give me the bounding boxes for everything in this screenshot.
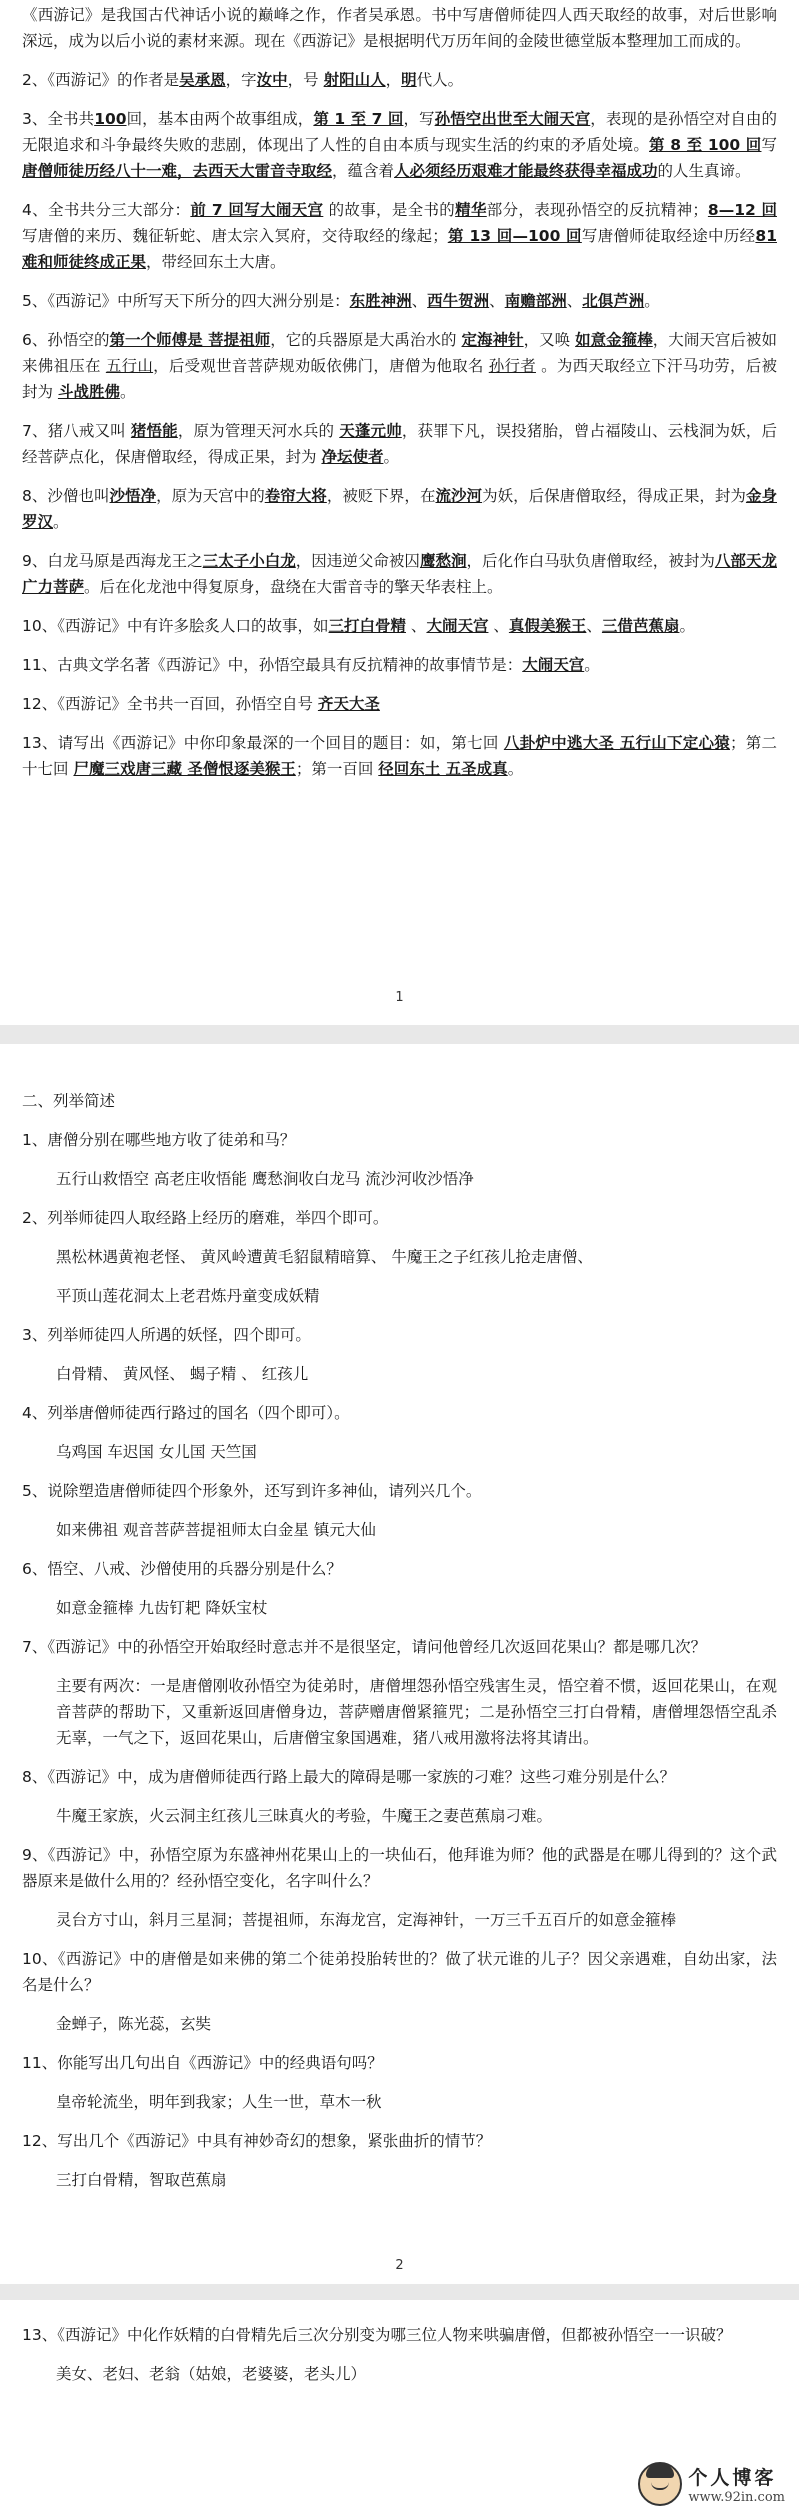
answer-text: 定海神针 <box>461 331 524 349</box>
question: 10、《西游记》中的唐僧是如来佛的第二个徒弟投胎转世的？做了状元谁的儿子？因父亲遇难，自幼出家，法名是什么？ <box>22 1950 777 1994</box>
answer-text: 沙悟净 <box>109 487 157 505</box>
text-run: ，又唤 <box>523 331 576 349</box>
answer-text: 猪悟能 <box>130 422 178 440</box>
text-run: 2、《西游记》的作者是 <box>22 71 180 89</box>
text-run: 、 <box>586 617 602 635</box>
text-run: 。为西天取经立下汗马功劳，后被封为 <box>22 357 777 401</box>
paragraph <box>22 197 777 275</box>
answer-text: 100 <box>94 110 127 128</box>
text-run: 3、全书共 <box>22 110 95 128</box>
paragraph <box>22 548 777 600</box>
paragraph <box>22 2 777 54</box>
answer-text: 三借芭蕉扇 <box>601 617 680 635</box>
text-run: 写唐僧师徒取经途中历经 <box>581 227 756 245</box>
answer-text: 真假美猴王 <box>508 617 587 635</box>
question: 11、你能写出几句出自《西游记》中的经典语句吗？ <box>22 2054 383 2072</box>
answer: 白骨精、 黄风怪、 蝎子精 、 红孩儿 <box>56 1365 309 1383</box>
answer: 皇帝轮流坐，明年到我家；人生一世，草木一秋 <box>56 2093 382 2111</box>
text-run: 《西游记》是我国古代神话小说的巅峰之作，作者吴承恩。书中写唐僧师徒四人西天取经的故事，对后世影响深远，成为以后小说的素材来源。现在《西游记》是根据明代万历年间的金陵世德堂版本整理加工而成的。 <box>22 6 777 50</box>
answer-text: 净坛使者 <box>321 448 384 466</box>
answer-text: 孙行者 <box>488 357 536 375</box>
text-run: ，被贬下界，在 <box>326 487 436 505</box>
question: 6、悟空、八戒、沙僧使用的兵器分别是什么？ <box>22 1560 342 1578</box>
answer-text: 天蓬元帅 <box>339 422 402 440</box>
answer-text: 流沙河 <box>435 487 483 505</box>
text-run: 4、全书共分三大部分： <box>22 201 191 219</box>
answer-text: 第 13 回—100 回 <box>447 227 582 245</box>
answer: 黑松林遇黄袍老怪、 黄风岭遭黄毛貂鼠精暗算、 牛魔王之子红孩儿抢走唐僧、 <box>56 1248 593 1266</box>
text-run: 13、请写出《西游记》中你印象最深的一个回目的题目：如，第七回 <box>22 734 504 752</box>
watermark-url: www.92in.com <box>688 2490 785 2505</box>
answer-text: 八部天龙广力菩萨 <box>22 552 777 596</box>
answer-text: 吴承恩 <box>179 71 226 89</box>
text-run: 、 <box>406 617 427 635</box>
text-run: ，写 <box>403 110 435 128</box>
answer-text: 明 <box>401 71 417 89</box>
text-run: ，获罪下凡，误投猪胎，曾占福陵山、云栈洞为妖，后经菩萨点化，保唐僧取经，得成正果，封为 <box>22 422 777 466</box>
answer: 牛魔王家族，火云洞主红孩儿三昧真火的考验，牛魔王之妻芭蕉扇刁难。 <box>56 1807 553 1825</box>
question: 3、列举师徒四人所遇的妖怪，四个即可。 <box>22 1326 311 1344</box>
text-run: 6、孙悟空的 <box>22 331 110 349</box>
text-run: ，它的兵器原是大禹治水的 <box>270 331 462 349</box>
text-run: 部分，表现孙悟空的反抗精神； <box>486 201 708 219</box>
paragraph <box>22 483 777 535</box>
page-3 <box>0 2300 799 2512</box>
text-run: 。 <box>644 292 660 310</box>
avatar-icon <box>638 2462 682 2506</box>
answer-text: 八卦炉中逃大圣 五行山下定心猿 <box>503 734 730 752</box>
text-run: ，带经回东土大唐。 <box>146 253 286 271</box>
answer-text: 齐天大圣 <box>317 695 380 713</box>
watermark-title: 个人博客 <box>688 2467 777 2489</box>
blog-watermark <box>638 2462 785 2506</box>
page-1 <box>0 0 799 1025</box>
answer-text: 精华 <box>455 201 487 219</box>
answer-text: 射阳山人 <box>323 71 386 89</box>
text-run: 代人。 <box>416 71 464 89</box>
answer-text: 径回东土 五圣成真 <box>378 760 508 778</box>
answer: 如意金箍棒 九齿钉耙 降妖宝杖 <box>56 1599 268 1617</box>
text-run: 8、沙僧也叫 <box>22 487 110 505</box>
answer: 金蝉子，陈光蕊，玄奘 <box>56 2015 212 2033</box>
text-run: ， <box>385 71 402 89</box>
answer-text: 孙悟空出世至大闹天宫 <box>434 110 591 128</box>
text-run: 。后在化龙池中得复原身，盘绕在大雷音寺的擎天华表柱上。 <box>84 578 503 596</box>
paragraph <box>22 730 777 782</box>
paragraph <box>22 652 777 678</box>
question: 9、《西游记》中，孙悟空原为东盛神州花果山上的一块仙石，他拜谁为师？他的武器是在哪儿得到的？这个武器原来是做什么用的？经孙悟空变化，名字叫什么？ <box>22 1846 777 1890</box>
text-run: ，字 <box>225 71 257 89</box>
answer: 美女、老妇、老翁（姑娘，老婆婆，老头儿） <box>56 2365 367 2383</box>
text-run: ；第二十七回 <box>22 734 777 778</box>
answer-text: 斗战胜佛 <box>57 383 120 401</box>
answer-text: 81 难和师徒终成正果 <box>22 227 777 271</box>
answer-text: 第一个师傅是 菩提祖师 <box>109 331 271 349</box>
question: 13、《西游记》中化作妖精的白骨精先后三次分别变为哪三位人物来哄骗唐僧，但都被孙悟空一一识破？ <box>22 2326 732 2344</box>
question: 7、《西游记》中的孙悟空开始取经时意志并不是很坚定，请问他曾经几次返回花果山？都是哪几次？ <box>22 1638 707 1656</box>
answer-text: 金身罗汉 <box>22 487 777 531</box>
page-number: 2 <box>395 2258 404 2273</box>
text-run: 回，基本由两个故事组成， <box>126 110 314 128</box>
text-run: 。 <box>53 513 69 531</box>
answer: 乌鸡国 车迟国 女儿国 天竺国 <box>56 1443 257 1461</box>
text-run: 、 <box>488 617 509 635</box>
text-run: ，大闹天宫后被如来佛祖压在 <box>22 331 777 375</box>
answer-text: 唐僧师徒历经八十一难，去西天大雷音寺取经 <box>22 162 333 180</box>
text-run: ，蕴含着 <box>332 162 395 180</box>
text-run: 10、《西游记》中有许多脍炙人口的故事，如 <box>22 617 329 635</box>
answer: 灵台方寸山，斜月三星洞；菩提祖师，东海龙宫，定海神针，一万三千五百斤的如意金箍棒 <box>56 1911 677 1929</box>
answer-text: 大闹天宫 <box>522 656 585 674</box>
answer-text: 北俱芦洲 <box>582 292 645 310</box>
answer: 主要有两次：一是唐僧刚收孙悟空为徒弟时，唐僧埋怨孙悟空残害生灵，悟空着不惯，返回花果山，在观音菩萨的帮助下，又重新返回唐僧身边，菩萨赠唐僧紧箍咒；二是孙悟空三打白骨精，唐僧埋怨悟空乱杀无辜，一气之下，返回花果山，后唐僧宝象国遇难，猪八戒用激将法将其请出。 <box>56 1677 777 1747</box>
text-run: ，后化作白马驮负唐僧取经，被封为 <box>466 552 715 570</box>
answer-text: 大闹天宫 <box>426 617 489 635</box>
text-run: 为妖，后保唐僧取经，得成正果，封为 <box>482 487 746 505</box>
text-run: 。 <box>507 760 524 778</box>
section-title: 二、列举简述 <box>22 1092 116 1110</box>
answer: 三打白骨精，智取芭蕉扇 <box>56 2171 227 2189</box>
paragraph <box>22 691 777 717</box>
text-run: 、 <box>411 292 428 310</box>
paragraph <box>22 288 777 314</box>
answer: 如来佛祖 观音菩萨菩提祖师太白金星 镇元大仙 <box>56 1521 376 1539</box>
page-2-qa-list <box>22 1127 777 2193</box>
answer-text: 人必须经历艰难才能最终获得幸福成功 <box>394 162 658 180</box>
text-run: ，号 <box>287 71 324 89</box>
text-run: 写唐僧的来历、魏征斩蛇、唐太宗入冥府，交待取经的缘起； <box>22 227 448 245</box>
answer-text: 五行山 <box>105 357 154 375</box>
text-run: 的人生真谛。 <box>657 162 751 180</box>
question: 1、唐僧分别在哪些地方收了徒弟和马？ <box>22 1131 296 1149</box>
text-run: 的故事，是全书的 <box>323 201 456 219</box>
paragraph <box>22 327 777 405</box>
text-run: 。 <box>383 448 399 466</box>
text-run: 。 <box>584 656 600 674</box>
text-run: 。 <box>679 617 695 635</box>
answer-text: 三打白骨精 <box>328 617 406 635</box>
text-run: 12、《西游记》全书共一百回，孙悟空自号 <box>22 695 318 713</box>
paragraph <box>22 613 777 639</box>
answer-text: 尸魔三戏唐三藏 圣僧恨逐美猴王 <box>73 760 296 778</box>
question: 8、《西游记》中，成为唐僧师徒西行路上最大的障碍是哪一家族的刁难？这些刁难分别是什么？ <box>22 1768 676 1786</box>
answer-text: 第 1 至 7 回 <box>313 110 404 128</box>
answer-text: 如意金箍棒 <box>575 331 653 349</box>
answer-text: 东胜神洲 <box>349 292 412 310</box>
page-number: 1 <box>395 990 404 1005</box>
question: 4、列举唐僧师徒西行路过的国名（四个即可）。 <box>22 1404 350 1422</box>
answer-text: 前 7 回写大闹天宫 <box>190 201 324 219</box>
text-run: ，因违逆父命被囚 <box>295 552 420 570</box>
answer-text: 卷帘大将 <box>264 487 327 505</box>
text-run: ，后受观世音菩萨规劝皈依佛门，唐僧为他取名 <box>153 357 489 375</box>
question: 12、写出几个《西游记》中具有神妙奇幻的想象，紧张曲折的情节？ <box>22 2132 492 2150</box>
text-run: 写 <box>761 136 777 154</box>
paragraph <box>22 418 777 470</box>
text-run: ，表现的是孙悟空对自由的无限追求和斗争最终失败的悲剧，体现出了人性的自由本质与现实生活的约束的矛盾处境。 <box>22 110 777 154</box>
text-run: ，原为管理天河水兵的 <box>177 422 340 440</box>
page-3-qa-list <box>22 2300 777 2387</box>
text-run: ，原为天宫中的 <box>156 487 265 505</box>
answer-text: 汝中 <box>256 71 288 89</box>
text-run: 5、《西游记》中所写天下所分的四大洲分别是： <box>22 292 350 310</box>
paragraph <box>22 67 777 93</box>
text-run: 。 <box>119 383 136 401</box>
page-1-content <box>22 0 777 782</box>
answer: 五行山救悟空 高老庄收悟能 鹰愁涧收白龙马 流沙河收沙悟净 <box>56 1170 474 1188</box>
text-run: 9、白龙马原是西海龙王之 <box>22 552 203 570</box>
paragraph <box>22 106 777 184</box>
answer-text: 第 8 至 100 回 <box>649 136 762 154</box>
answer: 平顶山莲花洞太上老君炼丹童变成妖精 <box>56 1287 320 1305</box>
text-run: 、 <box>489 292 505 310</box>
text-run: ；第一百回 <box>295 760 379 778</box>
text-run: 7、猪八戒又叫 <box>22 422 131 440</box>
text-run: 11、古典文学名著《西游记》中，孙悟空最具有反抗精神的故事情节是： <box>22 656 523 674</box>
answer-text: 三太子小白龙 <box>202 552 296 570</box>
answer-text: 8—12 回 <box>707 201 777 219</box>
answer-text: 西牛贺洲 <box>427 292 490 310</box>
question: 2、列举师徒四人取经路上经历的磨难，举四个即可。 <box>22 1209 389 1227</box>
answer-text: 鹰愁涧 <box>419 552 467 570</box>
question: 5、说除塑造唐僧师徒四个形象外，还写到许多神仙，请列兴几个。 <box>22 1482 482 1500</box>
text-run: 、 <box>566 292 583 310</box>
page-2 <box>0 1044 799 2284</box>
answer-text: 南赡部洲 <box>504 292 567 310</box>
